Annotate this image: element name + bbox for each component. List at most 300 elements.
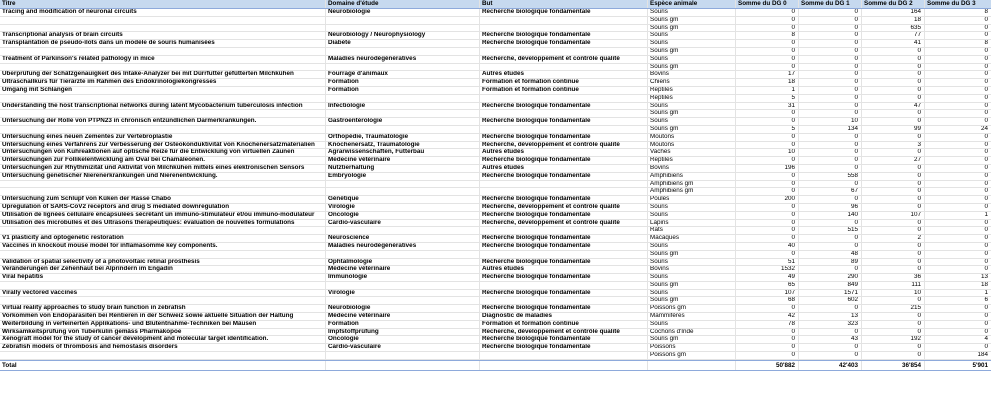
cell-espece[interactable]: Souris [648,243,736,250]
cell-dg1[interactable]: 0 [799,87,862,94]
cell-domaine[interactable]: Médecine vétérinaire [326,313,480,320]
cell-dg2[interactable]: 0 [862,149,925,156]
cell-dg1[interactable]: 67 [799,188,862,195]
cell-dg0[interactable]: 0 [736,251,799,258]
cell-dg2[interactable]: 0 [862,196,925,203]
cell-titre[interactable]: Untersuchung genetischer Nierenerkrankungen und Nierenentwicklung. [0,173,326,180]
cell-dg3[interactable]: 0 [984,227,988,234]
cell-dg1[interactable]: 96 [799,204,862,211]
cell-espece[interactable]: Poissons gm [648,352,736,359]
cell-dg2[interactable]: 0 [862,87,925,94]
cell-titre[interactable]: Validation of spatial selectivity of a photovoltaic retinal prosthesis [0,259,326,266]
cell-dg1[interactable]: 0 [799,266,862,273]
cell-domaine[interactable]: Médecine vétérinaire [326,266,480,273]
cell-but[interactable]: Recherche biologique fondamentale [480,134,648,141]
cell-but[interactable]: Recherche, développement et contrôle qualité [480,142,648,149]
cell-espece[interactable]: Moutons [648,142,736,149]
cell-but[interactable]: Recherche, développement et contrôle qualité [480,204,648,211]
cell-domaine[interactable]: Infectiologie [326,103,480,110]
cell-dg3[interactable]: 1 [984,211,988,218]
cell-titre[interactable] [0,188,326,195]
cell-espece[interactable]: Amphibiens gm [648,181,736,188]
cell-dg3[interactable]: 18 [980,281,988,288]
cell-dg3[interactable]: 0 [984,102,988,109]
cell-titre[interactable]: Vorkommen von Endoparasiten bei Rentieren in der Schweiz sowie aktuelle Situation der Haltung [0,313,326,320]
cell-dg3[interactable]: 0 [984,47,988,54]
cell-but[interactable]: Formation et formation continue [480,79,648,86]
cell-espece[interactable]: Souris [648,259,736,266]
header-dg3[interactable]: Somme du DG 3 [927,0,976,7]
header-domaine[interactable]: Domaine d'étude [326,0,480,8]
cell-dg1[interactable]: 0 [799,196,862,203]
cell-espece[interactable]: Vaches [648,149,736,156]
cell-dg2[interactable]: 0 [862,266,925,273]
header-dg2[interactable]: Somme du DG 2 [862,0,925,8]
cell-dg1[interactable]: 0 [799,25,862,32]
cell-dg0[interactable]: 1 [736,87,799,94]
cell-espece[interactable]: Souris gm [648,48,736,55]
cell-dg1[interactable]: 13 [799,313,862,320]
cell-dg0[interactable]: 0 [736,227,799,234]
cell-espece[interactable]: Souris [648,9,736,16]
cell-dg1[interactable]: 0 [799,56,862,63]
cell-dg0[interactable]: 5 [736,126,799,133]
cell-dg1[interactable]: 0 [799,243,862,250]
cell-titre[interactable]: Treatment of Parkinson's related pathology in mice [0,56,326,63]
cell-but[interactable]: Diagnostic de maladies [480,313,648,320]
cell-titre[interactable] [0,251,326,258]
cell-dg1[interactable]: 10 [799,118,862,125]
cell-dg0[interactable]: 0 [736,352,799,359]
cell-dg2[interactable]: 0 [862,64,925,71]
cell-dg0[interactable]: 0 [736,142,799,149]
cell-dg2[interactable]: 0 [862,251,925,258]
cell-domaine[interactable] [326,282,480,289]
cell-dg3[interactable]: 0 [984,94,988,101]
cell-titre[interactable]: Zebrafish models of thrombosis and hemostasis disorders [0,344,326,351]
cell-dg2[interactable]: 635 [862,25,925,32]
cell-dg3[interactable]: 0 [984,16,988,23]
cell-but[interactable]: Formation et formation continue [480,87,648,94]
cell-dg0[interactable]: 0 [736,157,799,164]
cell-domaine[interactable]: Impfstoffprüfung [326,329,480,336]
cell-domaine[interactable]: Maladies neurodégénératives [326,56,480,63]
cell-dg2[interactable]: 0 [862,71,925,78]
cell-dg1[interactable]: 558 [799,173,862,180]
cell-titre[interactable]: V1 plasticity and optogenetic restoration [0,235,326,242]
cell-titre[interactable]: Upregulation of SARS-CoV2 receptors and drug S mediated downregulation [0,204,326,211]
cell-espece[interactable]: Rats [648,227,736,234]
cell-dg1[interactable]: 0 [799,149,862,156]
cell-but[interactable]: Recherche biologique fondamentale [480,103,648,110]
cell-titre[interactable]: Utilisation des microbulles et des Ultrasons thérapeutiques: évaluation de nouvelles formulations [0,220,326,227]
cell-espece[interactable]: Souris gm [648,64,736,71]
cell-dg0[interactable]: 40 [736,243,799,250]
cell-dg0[interactable]: 107 [736,290,799,297]
cell-titre[interactable]: Transcriptional analysis of brain circuits [0,32,326,39]
cell-dg3[interactable]: 0 [984,133,988,140]
cell-dg2[interactable]: 3 [862,142,925,149]
cell-domaine[interactable]: Cardio-vasculaire [326,344,480,351]
cell-dg3[interactable]: 6 [984,297,988,304]
cell-dg3[interactable]: 0 [984,258,988,265]
cell-domaine[interactable]: Formation [326,87,480,94]
cell-dg1[interactable]: 140 [799,212,862,219]
cell-domaine[interactable] [326,227,480,234]
cell-but[interactable] [480,64,648,71]
cell-dg1[interactable]: 515 [799,227,862,234]
cell-titre[interactable]: Viral hepatitis [0,274,326,281]
cell-dg3[interactable]: 0 [984,32,988,39]
cell-dg3[interactable]: 0 [984,250,988,257]
cell-dg0[interactable]: 10 [736,149,799,156]
cell-but[interactable]: Recherche biologique fondamentale [480,235,648,242]
cell-dg1[interactable]: 290 [799,274,862,281]
cell-dg3[interactable]: 8 [984,40,988,47]
cell-espece[interactable]: Bovins [648,165,736,172]
cell-espece[interactable]: Souris gm [648,17,736,24]
cell-dg2[interactable]: 0 [862,259,925,266]
cell-but[interactable] [480,181,648,188]
cell-titre[interactable]: Virtual reality approaches to study brain function in zebrafish [0,305,326,312]
cell-dg0[interactable]: 0 [736,134,799,141]
cell-dg0[interactable]: 0 [736,110,799,117]
cell-titre[interactable]: Virally vectored vaccines [0,290,326,297]
header-but[interactable]: But [480,0,648,8]
cell-domaine[interactable]: Cardio-vasculaire [326,220,480,227]
cell-dg1[interactable]: 849 [799,282,862,289]
cell-dg2[interactable]: 0 [862,220,925,227]
cell-domaine[interactable]: Virologie [326,290,480,297]
cell-but[interactable]: Recherche biologique fondamentale [480,173,648,180]
cell-titre[interactable]: Utilisation de lignées cellulaire encapsulées sécrétant un immuno-stimulateur et/ou immuno-modulateur [0,212,326,219]
cell-but[interactable] [480,48,648,55]
cell-titre[interactable] [0,126,326,133]
cell-dg0[interactable]: 49 [736,274,799,281]
cell-dg2[interactable]: 192 [862,336,925,343]
cell-espece[interactable]: Souris [648,103,736,110]
cell-domaine[interactable]: Maladies neurodégénératives [326,243,480,250]
cell-but[interactable]: Autres études [480,266,648,273]
cell-espece[interactable]: Souris [648,290,736,297]
cell-espece[interactable]: Poissons [648,344,736,351]
cell-dg1[interactable]: 0 [799,40,862,47]
cell-dg0[interactable]: 0 [736,181,799,188]
cell-dg0[interactable]: 0 [736,336,799,343]
cell-espece[interactable]: Souris [648,204,736,211]
cell-titre[interactable]: Untersuchung eines neuen Zementes zur Vertebroplastie [0,134,326,141]
cell-dg0[interactable]: 0 [736,329,799,336]
cell-but[interactable]: Recherche biologique fondamentale [480,40,648,47]
cell-titre[interactable]: Untersuchung zum Schlupf von Küken der Rasse Chabo [0,196,326,203]
cell-dg0[interactable]: 18 [736,79,799,86]
cell-domaine[interactable]: Ophtalmologie [326,259,480,266]
cell-espece[interactable]: Poules [648,196,736,203]
cell-domaine[interactable]: Neurobiology / Neurophysiology [326,32,480,39]
cell-but[interactable]: Autres études [480,165,648,172]
cell-domaine[interactable] [326,352,480,359]
cell-titre[interactable]: Ultraschallkurs für Tierärzte im Rahmen des Endokrinologiekongresses [0,79,326,86]
cell-espece[interactable]: Souris [648,40,736,47]
cell-dg3[interactable]: 24 [980,125,988,132]
cell-espece[interactable]: Reptiles [648,95,736,102]
cell-dg2[interactable]: 36 [862,274,925,281]
cell-titre[interactable]: Untersuchungen zur Rhythmizität und Aktivität von Milchkühen mittels eines elektronischen Sensors [0,165,326,172]
cell-domaine[interactable]: Neurobiologie [326,9,480,16]
cell-dg3[interactable]: 0 [984,344,988,351]
cell-dg0[interactable]: 0 [736,173,799,180]
cell-titre[interactable]: Überprüfung der Schätzgenauigkeit des Intake-Analyzer bei mit Dürrfutter gefütterten Milchkühen [0,71,326,78]
cell-titre[interactable]: Understanding the host transcriptional networks during latent Mycobacterium tuberculosis infection [0,103,326,110]
cell-domaine[interactable] [326,110,480,117]
cell-titre[interactable] [0,95,326,102]
cell-espece[interactable]: Souris [648,274,736,281]
cell-dg0[interactable]: 17 [736,71,799,78]
cell-dg2[interactable]: 10 [862,290,925,297]
cell-espece[interactable]: Souris [648,212,736,219]
cell-titre[interactable] [0,48,326,55]
total-dg1[interactable]: 42'403 [799,361,862,370]
cell-titre[interactable] [0,25,326,32]
cell-espece[interactable]: Souris [648,118,736,125]
total-empty-domaine[interactable] [326,361,480,370]
cell-dg1[interactable]: 0 [799,71,862,78]
cell-but[interactable]: Autres études [480,71,648,78]
cell-dg2[interactable]: 0 [862,344,925,351]
cell-dg2[interactable]: 0 [862,79,925,86]
cell-domaine[interactable]: Neurobiologie [326,305,480,312]
cell-but[interactable] [480,110,648,117]
cell-dg3[interactable]: 0 [984,24,988,31]
cell-but[interactable]: Recherche biologique fondamentale [480,274,648,281]
cell-dg0[interactable]: 0 [736,204,799,211]
cell-dg1[interactable]: 0 [799,329,862,336]
cell-dg1[interactable]: 0 [799,142,862,149]
cell-domaine[interactable] [326,95,480,102]
cell-dg0[interactable]: 0 [736,48,799,55]
cell-domaine[interactable] [326,181,480,188]
cell-dg2[interactable]: 164 [862,9,925,16]
cell-espece[interactable]: Souris gm [648,110,736,117]
cell-dg0[interactable]: 0 [736,56,799,63]
cell-dg2[interactable]: 77 [862,32,925,39]
cell-dg2[interactable]: 0 [862,48,925,55]
cell-dg3[interactable]: 0 [984,235,988,242]
total-empty-but[interactable] [480,361,648,370]
cell-but[interactable]: Recherche biologique fondamentale [480,32,648,39]
cell-titre[interactable]: Veränderungen der Zehenhaut bei Alprindern im Engadin [0,266,326,273]
cell-dg1[interactable]: 0 [799,95,862,102]
cell-dg3[interactable]: 0 [984,328,988,335]
cell-dg3[interactable]: 0 [984,320,988,327]
cell-titre[interactable] [0,110,326,117]
cell-dg1[interactable]: 0 [799,32,862,39]
cell-domaine[interactable]: Neuroscience [326,235,480,242]
cell-titre[interactable] [0,64,326,71]
cell-dg0[interactable]: 196 [736,165,799,172]
cell-titre[interactable] [0,297,326,304]
cell-dg2[interactable]: 107 [862,212,925,219]
cell-but[interactable] [480,25,648,32]
cell-but[interactable]: Recherche biologique fondamentale [480,196,648,203]
cell-dg3[interactable]: 0 [984,266,988,273]
cell-titre[interactable]: Tracing and modification of neuronal circuits [0,9,326,16]
total-dg0[interactable]: 50'882 [736,361,799,370]
cell-dg2[interactable]: 41 [862,40,925,47]
cell-espece[interactable]: Souris gm [648,336,736,343]
cell-dg2[interactable]: 0 [862,118,925,125]
cell-titre[interactable] [0,282,326,289]
cell-dg1[interactable]: 0 [799,103,862,110]
cell-but[interactable]: Recherche, développement et contrôle qualité [480,329,648,336]
cell-dg0[interactable]: 65 [736,282,799,289]
cell-espece[interactable]: Bovins [648,266,736,273]
cell-dg3[interactable]: 0 [984,180,988,187]
cell-dg1[interactable]: 0 [799,157,862,164]
cell-dg1[interactable]: 0 [799,220,862,227]
cell-domaine[interactable]: Oncologie [326,212,480,219]
cell-dg0[interactable]: 0 [736,305,799,312]
cell-dg1[interactable]: 89 [799,259,862,266]
cell-espece[interactable]: Souris gm [648,251,736,258]
cell-dg1[interactable]: 0 [799,17,862,24]
cell-dg1[interactable]: 48 [799,251,862,258]
cell-dg2[interactable]: 0 [862,56,925,63]
cell-dg3[interactable]: 0 [984,196,988,203]
cell-domaine[interactable]: Oncologie [326,336,480,343]
cell-dg0[interactable]: 0 [736,17,799,24]
cell-dg2[interactable]: 47 [862,103,925,110]
cell-dg0[interactable]: 0 [736,235,799,242]
cell-titre[interactable]: Untersuchungen von Kuhreaktionen auf optische Reize für die Entwicklung von virtuellen Zäunen [0,149,326,156]
cell-dg3[interactable]: 0 [984,86,988,93]
cell-dg2[interactable]: 111 [862,282,925,289]
cell-dg3[interactable]: 0 [984,313,988,320]
cell-dg2[interactable]: 0 [862,227,925,234]
cell-espece[interactable]: Souris [648,56,736,63]
cell-dg3[interactable]: 8 [984,9,988,15]
cell-dg3[interactable]: 0 [984,242,988,249]
cell-titre[interactable]: Umgang mit Schlangen [0,87,326,94]
cell-dg1[interactable]: 0 [799,181,862,188]
cell-but[interactable]: Recherche biologique fondamentale [480,243,648,250]
cell-dg2[interactable]: 0 [862,321,925,328]
cell-dg3[interactable]: 0 [984,55,988,62]
cell-domaine[interactable]: Diabète [326,40,480,47]
cell-domaine[interactable]: Agrarwissenschaften, Futterbau [326,149,480,156]
cell-titre[interactable]: Untersuchung eines Verfahrens zur Verbesserung der Osteokonduktivität von Knochenersatzmaterialien [0,142,326,149]
cell-dg0[interactable]: 0 [736,344,799,351]
cell-but[interactable]: Recherche biologique fondamentale [480,305,648,312]
cell-espece[interactable]: Amphibiens gm [648,188,736,195]
cell-espece[interactable]: Souris gm [648,297,736,304]
cell-dg3[interactable]: 1 [984,289,988,296]
cell-dg1[interactable]: 602 [799,297,862,304]
cell-espece[interactable]: Reptiles [648,157,736,164]
cell-espece[interactable]: Souris gm [648,126,736,133]
cell-domaine[interactable] [326,64,480,71]
cell-domaine[interactable] [326,17,480,24]
cell-domaine[interactable] [326,188,480,195]
cell-dg2[interactable]: 0 [862,173,925,180]
cell-but[interactable]: Recherche biologique fondamentale [480,259,648,266]
cell-espece[interactable]: Amphibiens [648,173,736,180]
cell-domaine[interactable] [326,25,480,32]
cell-but[interactable]: Recherche biologique fondamentale [480,290,648,297]
cell-dg1[interactable]: 0 [799,79,862,86]
cell-but[interactable]: Recherche biologique fondamentale [480,9,648,16]
cell-dg2[interactable]: 2 [862,235,925,242]
cell-espece[interactable]: Souris [648,32,736,39]
cell-but[interactable] [480,282,648,289]
cell-dg1[interactable]: 43 [799,336,862,343]
cell-domaine[interactable]: Génétique [326,196,480,203]
cell-titre[interactable] [0,227,326,234]
cell-domaine[interactable]: Formation [326,321,480,328]
cell-dg0[interactable]: 0 [736,9,799,16]
cell-dg0[interactable]: 0 [736,212,799,219]
cell-domaine[interactable]: Orthopédie, Traumatologie [326,134,480,141]
cell-domaine[interactable]: Virologie [326,204,480,211]
cell-but[interactable] [480,188,648,195]
cell-domaine[interactable] [326,251,480,258]
cell-dg1[interactable]: 0 [799,352,862,359]
cell-espece[interactable]: Lapins [648,220,736,227]
cell-dg1[interactable]: 0 [799,344,862,351]
cell-dg0[interactable]: 5 [736,95,799,102]
cell-espece[interactable]: Moutons [648,134,736,141]
cell-dg3[interactable]: 0 [984,203,988,210]
cell-dg1[interactable]: 0 [799,48,862,55]
cell-titre[interactable]: Xenograft model for the study of cancer development and molecular target identification. [0,336,326,343]
cell-titre[interactable] [0,181,326,188]
header-titre[interactable]: Titre [0,0,326,8]
cell-dg2[interactable]: 215 [862,305,925,312]
cell-but[interactable]: Recherche biologique fondamentale [480,212,648,219]
cell-titre[interactable]: Wirksamkeitsprüfung von Tuberkulin gemäss Pharmakopoe [0,329,326,336]
cell-but[interactable]: Formation et formation continue [480,321,648,328]
cell-domaine[interactable]: Médecine vétérinaire [326,157,480,164]
cell-espece[interactable]: Souris gm [648,282,736,289]
total-dg3[interactable]: 5'901 [972,361,988,369]
cell-dg3[interactable]: 13 [980,274,988,281]
cell-but[interactable] [480,126,648,133]
total-empty-espece[interactable] [648,361,736,370]
cell-dg1[interactable]: 0 [799,134,862,141]
cell-dg0[interactable]: 0 [736,118,799,125]
cell-dg1[interactable]: 323 [799,321,862,328]
cell-dg2[interactable]: 0 [862,188,925,195]
cell-espece[interactable]: Souris [648,321,736,328]
header-espece[interactable]: Espèce animale [648,0,736,8]
cell-dg2[interactable]: 99 [862,126,925,133]
cell-dg3[interactable]: 0 [984,110,988,117]
cell-domaine[interactable]: Immunologie [326,274,480,281]
cell-dg0[interactable]: 0 [736,40,799,47]
cell-dg2[interactable]: 0 [862,165,925,172]
cell-dg2[interactable]: 0 [862,243,925,250]
cell-dg2[interactable]: 0 [862,95,925,102]
cell-dg1[interactable]: 0 [799,165,862,172]
cell-dg1[interactable]: 134 [799,126,862,133]
cell-but[interactable] [480,17,648,24]
cell-espece[interactable]: Mammifères [648,313,736,320]
cell-dg0[interactable]: 200 [736,196,799,203]
cell-dg2[interactable]: 0 [862,297,925,304]
cell-domaine[interactable]: Nutztierhaltung [326,165,480,172]
cell-dg0[interactable]: 0 [736,64,799,71]
cell-espece[interactable]: Macaques [648,235,736,242]
